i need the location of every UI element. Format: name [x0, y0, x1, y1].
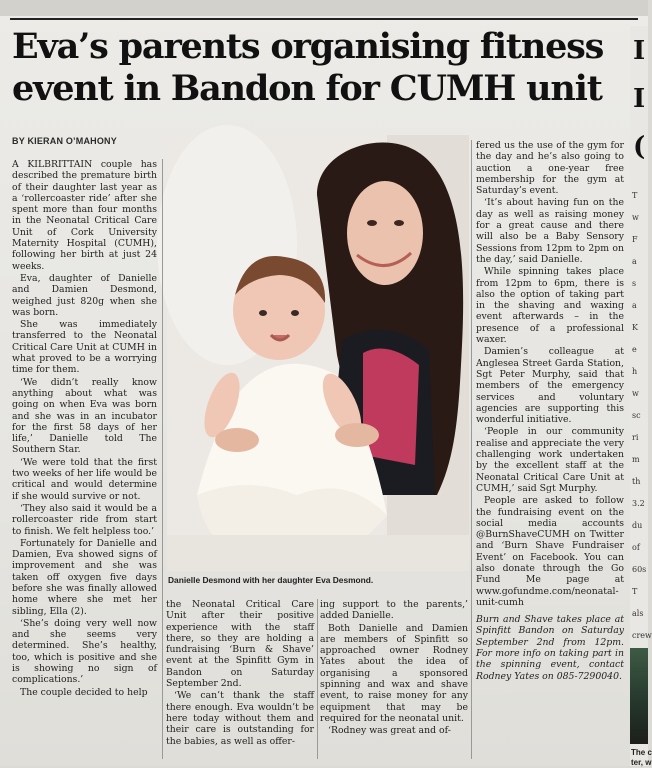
top-rule: [10, 18, 638, 20]
article-paragraph: Eva, daughter of Danielle and Damien Desmond, weighed just 820g when she was born.: [12, 272, 157, 318]
strip-fragment: ri: [632, 433, 639, 442]
strip-fragment: du: [632, 521, 643, 530]
article-paragraph: ‘We were told that the first two weeks of her life would be critical and would determine if she would survive or not.: [12, 456, 157, 502]
strip-fragment: e: [632, 345, 637, 354]
strip-fragment: 60s: [632, 565, 647, 574]
article-paragraph: ‘We didn’t really know anything about what was going on when Eva was born and she was in an incubator for the first 58 days of her life,’ Danielle told The Southern Star.: [12, 376, 157, 456]
article-paragraph: ing support to the parents,’ added Danielle.: [320, 599, 468, 622]
article-paragraph: fered us the use of the gym for the day and he’s also going to auction a one-year free membership for the gym at Saturday’s event.: [476, 140, 624, 197]
article-paragraph: the Neonatal Critical Care Unit after their positive experience with the staff there, so they are holding a fundraising ‘Burn & Shave’ event at the Spinfitt Gym in Bandon on Saturday September 2nd.: [166, 599, 314, 690]
article-paragraph: ‘We can’t thank the staff there enough. Eva wouldn’t be here today without them and their care is outstanding for the babies, as well as offer-: [166, 690, 314, 747]
adjacent-caption: The c ter, w: [631, 748, 652, 767]
article-paragraph: ‘They also said it would be a rollercoaster ride from start to finish. We felt helpless too.’: [12, 502, 157, 537]
column-rule: [162, 159, 163, 759]
article-paragraph: People are asked to follow the fundraising event on the social media accounts @BurnShaveCUMH on Twitter and ‘Burn Shave Fundraiser Event’ on Facebook. You can also donate through the Go Fund Me page at www.gofundme.com/neonatal-unit-cumh: [476, 495, 624, 608]
article-photo: [167, 135, 469, 571]
strip-letter: I: [633, 84, 646, 114]
adjacent-photo: [630, 648, 648, 744]
byline: BY KIERAN O’MAHONY: [12, 136, 117, 146]
photo-caption: Danielle Desmond with her daughter Eva Desmond.: [168, 575, 374, 585]
headline: Eva’s parents organising fitness event in Bandon for CUMH unit: [12, 26, 604, 109]
article-paragraph: Both Danielle and Damien are members of Spinfitt so approached owner Rodney Yates about the idea of organising a sponsored spinning and wax and shave event, to raise money for any equipment that may be required for the neonatal unit.: [320, 622, 468, 724]
column-rule: [471, 140, 472, 759]
article-paragraph: The couple decided to help: [20, 686, 148, 698]
strip-letter: I: [633, 36, 646, 66]
article-paragraph: ‘She’s doing very well now and she seems very determined. She’s healthy, too, which is positive and she is showing no sign of complications.’: [12, 617, 157, 686]
strip-fragment: F: [632, 235, 638, 244]
strip-fragment: T: [632, 191, 638, 200]
article-paragraph: She was immediately transferred to the Neonatal Critical Care Unit at CUMH in what proved to be a worrying time for them.: [12, 319, 157, 376]
article-paragraph: While spinning takes place from 12pm to 6pm, there is also the option of taking part in the shaving and waxing event afterwards – in the presence of a professional waxer.: [476, 266, 624, 346]
article-paragraph: ‘It’s about having fun on the day as well as raising money for a great cause and there will also be a Baby Sensory Sessions from 12pm to 2pm on the day,’ said Danielle.: [476, 197, 624, 265]
strip-fragment: als: [632, 609, 644, 618]
adjacent-article-strip: [630, 26, 652, 767]
strip-fragment: m: [632, 455, 640, 464]
strip-fragment: crew: [632, 631, 652, 640]
mother-and-baby-photo: [167, 135, 469, 571]
strip-fragment: K: [632, 323, 638, 332]
event-info-note: Burn and Shave takes place at Spinfitt Bandon on Saturday September 2nd from 12pm. For more info on taking part in the spinning event, contact Rodney Yates on 085-7290040.: [476, 614, 624, 682]
strip-fragment: a: [632, 257, 637, 266]
article-column-4: [476, 140, 624, 683]
article-paragraph: A KILBRITTAIN couple has described the premature birth of their daughter last year as a ‘rollercoaster ride’ after she spent more than four months in the Neonatal Critical Care Unit of Cork University Maternity Hospital (CUMH), following her birth at just 24 weeks.: [12, 159, 157, 272]
strip-fragment: th: [632, 477, 641, 486]
article-column-3: [320, 599, 468, 738]
article-paragraph: ‘People in our community realise and appreciate the very challenging work undertaken by the excellent staff at the Neonatal Critical Care Unit at CUMH,’ said Sgt Murphy.: [476, 426, 624, 494]
page-top-banner: [0, 0, 648, 16]
strip-fragment: T: [632, 587, 638, 596]
article-column-1: [12, 159, 157, 699]
strip-fragment: 3.2: [632, 499, 645, 508]
strip-fragment: w: [632, 389, 639, 398]
article-paragraph: ‘Rodney was great and of-: [328, 725, 451, 737]
article-column-2: [166, 599, 314, 748]
column-rule: [317, 599, 318, 759]
strip-letter: (: [633, 132, 646, 162]
article-paragraph: Fortunately for Danielle and Damien, Eva showed signs of improvement and she was taken off oxygen five days before she was finally allowed home where she met her sibling, Ella (2).: [12, 537, 157, 617]
article-paragraph: Damien’s colleague at Anglesea Street Garda Station, Sgt Peter Murphy, said that members of the emergency services and voluntary agencies are supporting this wonderful initiative.: [476, 346, 624, 426]
strip-fragment: sc: [632, 411, 641, 420]
strip-fragment: h: [632, 367, 638, 376]
strip-fragment: s: [632, 279, 637, 288]
strip-fragment: a: [632, 301, 637, 310]
strip-fragment: w: [632, 213, 639, 222]
strip-fragment: of: [632, 543, 640, 552]
